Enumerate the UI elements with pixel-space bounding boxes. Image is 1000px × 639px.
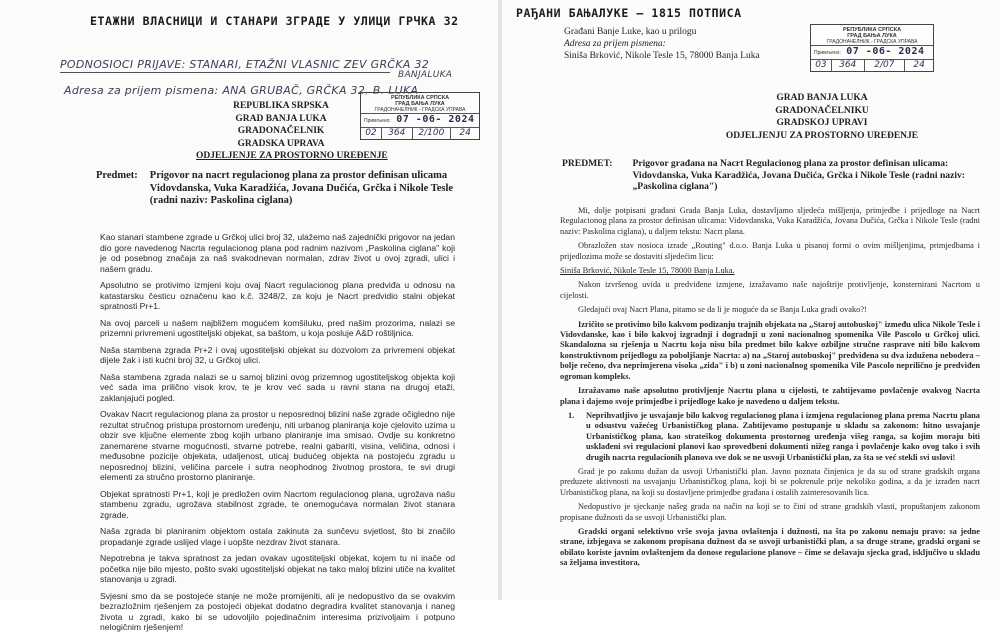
stamp-line-office: ГРАДОНАЧЕЛНИК - ГРАДСКА УПРАВА [811, 39, 933, 46]
stamp-cell: 24 [913, 60, 925, 70]
left-registry-stamp [360, 92, 480, 140]
left-paragraph: Naša stambena zgrada Pr+2 i ovaj ugostiteljski objekat su dozvolom za privremeni objekat dijele žak i isti kućni broj 32, u Grčkoj ulici. [100, 344, 455, 365]
right-subject [562, 158, 972, 193]
right-paragraph: Gledajući ovaj Nacrt Plana, pitamo se da li je moguće da se Banja Luka gradi ovako?! [578, 305, 867, 315]
handwriting-underline [60, 72, 390, 73]
stamp-date: 07 -06- 2024 [846, 46, 925, 57]
right-document [502, 0, 1000, 600]
stamp-line-city: ГРАД БАЊА ЛУКА [847, 33, 897, 39]
stamp-cell: 2/07 [865, 60, 906, 71]
right-paragraph: Gradski organi selektivno vrše svoja javna ovlaštenja i dužnosti, na šta po zakonu nemaju pravo: sa jedne strane, izbjegava se zakonom propisana dužnost da se usvoji urbanistički plan, a sa druge strane, gradski organi se obilato koriste javnim ovlaštenjem da donose regulacione planove – čime se dešavaju sjecka grad, isključivo u skladu sa željama investitora, [560, 526, 980, 568]
stamp-line-republic: РЕПУБЛИКА СРПСКА [390, 95, 450, 101]
right-paragraph: Nakon izvršenog uvida u predviđene izmjene, izražavamo naše najoštrije protivljenje, konsternirani Nacrtom u cijelosti. [560, 280, 980, 300]
left-subject-text: Prigovor na nacrt regulacionog plana za prostor definisan ulicama Vidovdanska, Vuka Karadžića, Jovana Dučića, Grčka i Nikole Tesle (radni naziv: Paskolina ciglana) [149, 170, 454, 206]
right-recipient-line: GRAD BANJA LUKA [776, 93, 868, 103]
left-paragraph: Naša stambena zgrada nalazi se u samoj blizini ovog prizemnog ugostiteljskog objekta koji već sada ima prilično visok krov, te je krov već sada u ravni stana na drugoj etaži, zaklanjajući pogled. [100, 371, 455, 403]
stamp-line-office: ГРАДОНАЧЕЛНИК - ГРАДСКА УПРАВА [361, 107, 479, 114]
right-sender-block [564, 26, 760, 62]
stamp-date: 07 -06- 2024 [396, 114, 475, 125]
stamp-date-row [811, 46, 933, 60]
left-paragraph: Apsolutno se protivimo izmjeni koju ovaj Nacrt regulacionog plana predviđa u odnosu na katastarsku česticu označenu kao k.č. 3248/2, za koju je Nacrt predvidio stalni objekat spratnosti Pr+1. [100, 280, 455, 311]
right-recipient-block [672, 92, 972, 142]
right-numbered-item [568, 411, 980, 463]
left-paragraph: Kao stanari stambene zgrade u Grčkoj ulici broj 32, ulažemo naš zajednički prigovor na jedan dio gore navedenog Nacrta regulacionog plana pod radnim nazivom „Paskolina ciglana" koji je od posebnog značaja za naš svakodnevan normalan, zdrav život u ovoj zgradi, ulici i našem gradu. [100, 232, 455, 274]
right-subject-label: PREDMET: [562, 158, 613, 169]
stamp-cell: 03 [811, 60, 832, 71]
stamp-number-row [361, 128, 479, 139]
right-paragraph: Izričito se protivimo bilo kakvom podizanju trajnih objekata na „Starој autobuskoj" između ulica Nikole Tesle i Vidovdanske, kao i bilo kakvoj izgradnji i dogradnji u zoni nacionalnog spomenika Vile Pascolo u Grčkoj ulici. Skandalozna su rješenja u Nacrtu koja nisu bila predmet bilo kakve ozbiljne stručne rasprave niti bilo kakvom konstruktivnom prijedlogu za poboljšanje Nacrta: a) na „Staroj autobuskoj" predviđena su dva izdužena nebodera – bolje rečeno, dva neprimjerena visoka „zida" i b) u zoni nacionalnog spomenika Vile Pascolo nepriličnо je predviđen ogroman kompleks. [560, 319, 980, 381]
right-sender-line: Građani Banje Luke, kao u prilogu [564, 27, 697, 37]
stamp-line-city: ГРАД БАЊА ЛУКА [395, 101, 445, 107]
left-handwritten-line-1-extra: BANJALUKA [398, 70, 453, 80]
right-subject-text: Prigovor građana na Nacrt Regulacionog plana za prostor definisan ulicama: Vidovdanska, Vuka Karadžića, Jovana Dučića, Grčka i Nikole Tesle (radni naziv: „Paskolina ciglana") [632, 158, 965, 192]
right-paragraph: Obrazložen stav nosioca izrade „Routing" d.o.o. Banja Luka u pisanoj formi o ovim mišljenjima, primjedbama i prijedlozima može se dostaviti sljedećim licu: [560, 241, 980, 261]
right-recipient-line: GRADSKOJ UPRAVI [776, 118, 868, 128]
right-paragraph: Grad je po zakonu dužan da usvoji Urbanistički plan. Javno poznata činjenica je da su od strane gradskih organa preduzete aktivnosti na usvajanju Urbanističkog plana, koji bi se pokrenule prije nekoliko godina, a da je izrađen nacrt Urbanističkog plana, na koji su dostavljene primjedbe građana i ostalih zainteresovanih lica. [560, 466, 980, 497]
left-subject-label: Predmet: [96, 170, 138, 181]
stamp-date-label: Примљено: [364, 118, 391, 124]
left-handwritten-line-1: PODNOSIOCI PRIJAVE: STANARI, ETAŽNI VLASNIC ZEV GRČKA 32 [60, 58, 430, 71]
left-recipient-line: GRADONAČELNIK [237, 126, 325, 136]
stamp-cell: 24 [459, 128, 471, 138]
stamp-cell: 364 [382, 128, 413, 139]
stamp-line-republic: РЕПУБЛИКА СРПСКА [842, 27, 902, 33]
left-document [0, 0, 498, 632]
right-paragraph: Mi, dolje potpisani građani Grada Banja Luka, dostavljamo sljedeća mišljenja, primjedbe i prijedloge na Nacrt Regulacionog plana za prostor definisan ulicama: Vidovdanska, Vuka Karadžića, Jovana Dučića, Grčka i Nikole Tesle (radni naziv: Paskolina ciglana), u daljem tekstu: Nacrt plana. [560, 206, 980, 236]
right-paragraph: Nedopustivo je sjeckanje našeg grada na način na koji se to čini od strane gradskih vlasti, propuštanjem zakonom propisane dužnosti da se usvoji Urbanistički plan. [560, 502, 980, 522]
left-recipient-line: REPUBLIKA SRPSKA [233, 101, 329, 111]
left-recipient-line: GRAD BANJA LUKA [235, 113, 327, 124]
left-paragraph: Svjesni smo da se postojeće stanje ne može promijeniti, ali je nedopustivo da se ovakvim bezrazložnim rješenjem za postojeći objekat dodatno degradira kvalitet stanovanja i naneg života u zgradi, kako bi se udovoljilo pojedinačnim interesima prizivoljaim i potpuno nelogičnim rješenjem! [100, 590, 455, 632]
right-numbered-item-text: Neprihvatljivo je usvajanje bilo kakvog regulacionog plana i izmjena regulacionog plana prema Nacrtu plana u odsustvu važećeg Urbanističkog plana. Zahtijevamo postupanje u skladu sa zakonom: hitno usvajanje Urbanističkog plana, kao strateškog dokumenta prostornog uređenja višeg ranga, sa kojim moraju biti usklađeni svi regulacioni planovi kao sprovedbeni dokumenti nižeg ranga i povlačenje kako ovog tako i svih drugih nacrta regulacionih planova sve dok se ne usvoji Urbanistički plan, za šta se već steklі svi uslovi! [586, 410, 980, 462]
right-sender-line: Siniša Brković, Nikole Tesle 15, 78000 Banja Luka [564, 51, 760, 61]
right-body [560, 206, 980, 573]
left-subject [96, 170, 468, 208]
stamp-date-row [361, 114, 479, 128]
left-body [100, 232, 455, 639]
right-paragraph: Siniša Brković, Nikole Tesle 15, 78000 Banja Luka. [560, 266, 735, 276]
stamp-cell: 364 [832, 60, 865, 71]
left-recipient-line: GRADSKA UPRAVA [237, 138, 325, 149]
left-paragraph: Objekat spratnosti Pr+1, koji je predložen ovim Nacrtom regulacionog plana, ugrožava našu stambenu zgradu, ugrožava stabilnost zgrade, te onemogućava normalan život stanara zgrade. [100, 488, 455, 520]
right-header-title: РАЂАНИ БАЊАЛУКЕ – 1815 ПОТПИСА [516, 6, 742, 20]
right-numbered-item-number: 1. [568, 410, 575, 420]
left-paragraph: Ovakav Nacrt regulacionog plana za prostor u neposrednoj blizini naše zgrade očigledno nije rezultat stručnog pristupa prostornom uređenju, niti urbanog planiranja koje cjelovito uzima u obzir sve ključne elemente zbog kojih urbano planiranje ima smisao. Ovdje su konkretno zanemarene stvarne mogućnosti, stvarne potrebe, realni gabariti, visina, veličina, odnosi i međusobne pozicije objekata, udaljenost, uticaj budućeg objekta na postojeću zgradu u neposrednoj blizini, veličina parcele i sutra neophodnog životnog prostora, te svi drugi elementi za stručno prostorno planiranje. [100, 409, 455, 482]
left-header-title: ЕТАЖНИ ВЛАСНИЦИ И СТАНАРИ ЗГРАДЕ У УЛИЦИ ГРЧКА 32 [90, 14, 459, 28]
stamp-number-row [811, 60, 933, 71]
stamp-cell: 2/100 [413, 128, 452, 139]
left-paragraph: Na ovoj parceli u našem najbližem mogućem komšiluku, pred našim prozorima, nalazi se prizemni privremeni ugostiteljski objekat, sa baštom, u koja posluje A&D roštiljnica. [100, 317, 455, 338]
stamp-cell: 02 [361, 128, 382, 139]
left-handwritten-line-2: Adresa za prijem pismena: ANA GRUBAČ, GRČKA 32, B. LUKA [64, 84, 419, 97]
right-recipient-line: ODJELJENJU ZA PROSTORNO UREĐENJE [725, 130, 919, 141]
stamp-date-label: Примљено: [814, 50, 841, 56]
right-registry-stamp [810, 24, 934, 72]
right-sender-line: Adresa za prijem pismena: [564, 39, 666, 49]
right-recipient-line: GRADONAČELNIKU [775, 105, 869, 116]
left-paragraph: Nepotrebna je takva spratnost za jedan ovakav ugostiteljski objekat, kojem tu ni inače od početka nije bilo mjesto, pošto svaki ugostiteljski objekat na tako maloj blizini utiče na kvalitet stanovanja u zgradi. [100, 553, 455, 584]
left-paragraph: Naša zgrada bi planiranim objektom ostala zakinuta za sunčevu svjetlost, što bi značilo propadanje zgrade uslijed vlage i uopšte nezdrav život stanara. [100, 526, 455, 547]
right-paragraph: Izražavamo naše apsolutno protivljenje Nacrtu plana u cijelosti, te zahtijevamo povlačenje ovakvog Nacrta plana i dajemo svoje primjedbe i prijedloge kako je navedeno u daljem tekstu. [560, 386, 980, 406]
left-recipient-line: ODJELJENJE ZA PROSTORNO UREĐENJE [196, 151, 388, 161]
